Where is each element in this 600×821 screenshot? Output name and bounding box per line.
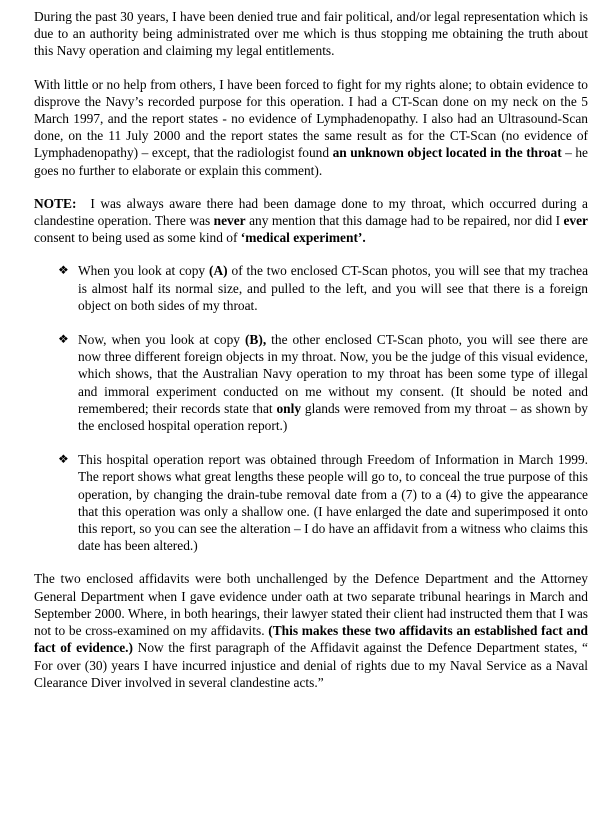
note-label: NOTE: <box>34 195 77 211</box>
diamond-flower-bullet-icon: ❖ <box>58 452 69 467</box>
bold-phrase: (This makes these two affidavits an established fact and fact of evidence.) <box>34 623 588 656</box>
paragraph-evidence <box>34 76 588 179</box>
list-item-text: This hospital operation report was obtained through Freedom of Information in March 1999. The report shows what great lengths these people will go to, to conceal the true purpose of this operation, by changing the drain-tube removal date from a (7) to a (4) to give the appearance that this operation was only a shallow one. (I have enlarged the date and superimposed it onto this report, so you can see the alteration – I do have an affidavit from a witness who claims this date has been altered.) <box>78 452 588 554</box>
bold-label: (A) <box>209 263 228 279</box>
bold-phrase: ‘medical experiment’. <box>240 230 366 246</box>
diamond-flower-bullet-icon: ❖ <box>58 263 69 278</box>
list-item-text: of the two enclosed CT-Scan photos, you will see that my trachea is almost half its normal size, and pulled to the left, and you will see that there is a foreign object on both sides of my throat. <box>78 263 589 313</box>
paragraph-text: Now the first paragraph of the Affidavit against the Defence Department states, “ For over (30) years I have incurred injustice and denial of rights due to my Naval Service as a Naval Clearance Diver involved in several clandestine acts.” <box>34 640 588 690</box>
diamond-flower-bullet-icon: ❖ <box>58 332 69 347</box>
bullet-list <box>34 262 588 554</box>
list-item <box>34 331 588 434</box>
list-item-text: glands were removed from my throat – as shown by the enclosed hospital operation report.) <box>78 400 589 434</box>
list-item <box>34 262 588 314</box>
paragraph-affidavits <box>34 570 588 690</box>
paragraph-text: During the past 30 years, I have been denied true and fair political, and/or legal representation which is due to an authority being administrated over me which is thus stopping me obtaining the truth about this Navy operation and claiming my legal entitlements. <box>34 9 588 59</box>
bold-word: ever <box>563 213 588 229</box>
paragraph-text: I was always aware there had been damage done to my throat, which occurred during a clandestine operation. There was <box>34 195 588 229</box>
bold-phrase: an unknown object located in the throat <box>332 145 562 161</box>
bold-label: (B), <box>244 332 267 348</box>
list-item-text: Now, when you look at copy <box>78 332 245 348</box>
list-item-text: When you look at copy <box>78 263 210 279</box>
list-item-text: the other enclosed CT-Scan photo, you will see there are now three different foreign objects in my throat. Now, you be the judge of this visual evidence, which shows, that the Australian Navy operation to my throat has been some type of illegal and immoral experiment conducted on me without my consent. (It should be noted and remembered; their records state that <box>78 332 588 416</box>
paragraph-text: – he goes no further to elaborate or explain this comment). <box>34 145 588 178</box>
bold-word: never <box>213 213 246 229</box>
note-paragraph <box>34 195 588 247</box>
paragraph-representation <box>34 8 588 60</box>
bold-word: only <box>276 400 302 416</box>
paragraph-text: any mention that this damage had to be repaired, nor did I <box>245 213 564 229</box>
paragraph-text: The two enclosed affidavits were both unchallenged by the Defence Department and the Attorney General Department when I gave evidence under oath at two separate tribunal hearings in March and September 2000. Where, in both hearings, their lawyer stated their client had instructed them that I was not to be cross-examined on my affidavits. <box>34 571 588 639</box>
paragraph-text: With little or no help from others, I have been forced to fight for my rights alone; to obtain evidence to disprove the Navy’s recorded purpose for this operation. I had a CT-Scan done on my neck on the 5 March 1997, and the report states - no evidence of Lymphadenopathy. I also had an Ultrasound-Scan done, on the 11 July 2000 and the report states the same result as for the CT-Scan (no evidence of Lymphadenopathy) – except, that the radiologist found <box>34 76 588 161</box>
list-item <box>34 451 588 554</box>
paragraph-text: consent to being used as some kind of <box>34 230 241 246</box>
